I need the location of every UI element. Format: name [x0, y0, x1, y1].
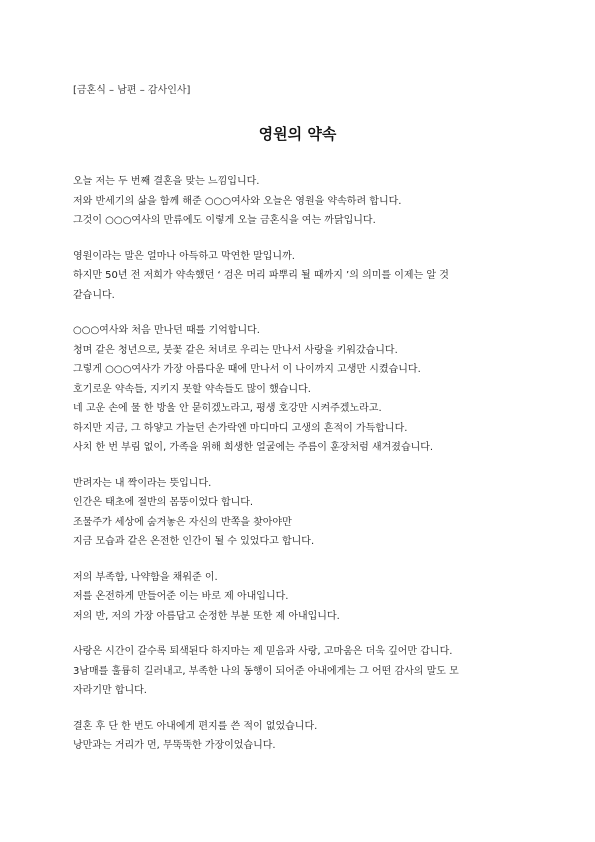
paragraph-line: 3남매를 훌륭히 길러내고, 부족한 나의 동행이 되어준 아내에게는 그 어떤 감사의 말도 모	[73, 665, 459, 677]
paragraph-line: 결혼 후 단 한 번도 아내에게 편지를 쓴 적이 없었습니다.	[73, 720, 318, 732]
paragraph-7	[73, 717, 523, 756]
paragraph-line: 오늘 저는 두 번째 결혼을 맞는 느낌입니다.	[73, 176, 260, 187]
paragraph-line: 자라기만 합니다.	[73, 685, 147, 696]
paragraph-line: 청며 같은 청년으로, 붓꽃 같은 처녀로 우리는 만나서 사랑을 키워갔습니다.	[73, 344, 398, 356]
paragraph-line: 영원이라는 말은 얼마나 아득하고 막연한 말입니까.	[73, 250, 295, 262]
paragraph-line: 저와 반세기의 삶을 함께 해준 ○○○여사와 오늘은 영원을 약속하려 합니다.	[73, 195, 402, 207]
paragraph-line: 네 고운 손에 물 한 방울 안 묻히겠노라고, 평생 호강만 시켜주겠노라고.	[73, 403, 382, 414]
paragraph-line: 호기로운 약속들, 지키지 못할 약속들도 많이 했습니다.	[73, 383, 311, 395]
paragraph-4	[73, 474, 523, 552]
paragraph-6	[73, 642, 523, 701]
paragraph-3	[73, 321, 523, 458]
paragraph-line: 그것이 ○○○여사의 만류에도 이렇게 오늘 금혼식을 여는 까닭입니다.	[73, 215, 376, 226]
paragraph-line: 반려자는 내 짝이라는 뜻입니다.	[73, 477, 212, 489]
document-header: [금혼식 – 남편 – 감사인사]	[73, 85, 191, 96]
paragraph-line: 같습니다.	[73, 289, 115, 301]
paragraph-2	[73, 247, 523, 306]
paragraph-line: 저의 반, 저의 가장 아름답고 순정한 부분 또한 제 아내입니다.	[73, 610, 340, 622]
paragraph-line: 사랑은 시간이 갈수록 퇴색된다 하지마는 제 믿음과 사랑, 고마움은 더욱 깊어만 갑니다.	[73, 646, 453, 657]
paragraph-line: 그렇게 ○○○여사가 가장 아름다운 때에 만나서 이 나이까지 고생만 시켰습니다.	[73, 364, 421, 375]
paragraph-line: 낭만과는 거리가 먼, 무뚝뚝한 가장이었습니다.	[73, 740, 276, 751]
paragraph-line: 저를 온전하게 만들어준 이는 바로 제 아내입니다.	[73, 591, 289, 602]
paragraph-5	[73, 568, 523, 627]
paragraph-line: ○○○여사와 처음 만나던 때를 기억합니다.	[73, 325, 260, 336]
paragraph-line: 하지만 50년 전 저희가 약속했던 ‘ 검은 머리 파뿌리 될 때까지 ’의 의미를 이제는 알 것	[73, 270, 449, 281]
paragraph-line: 조물주가 세상에 숨겨놓은 자신의 반쪽을 찾아야만	[73, 516, 292, 528]
paragraph-line: 하지만 지금, 그 하얗고 가늘던 손가락엔 마디마디 고생의 흔적이 가득합니다.	[73, 422, 408, 434]
paragraph-line: 사치 한 번 부림 없이, 가족을 위해 희생한 얼굴에는 주름이 훈장처럼 새겨졌습니다.	[73, 442, 434, 453]
paragraph-line: 저의 부족함, 나약함을 채워준 이.	[73, 571, 218, 583]
paragraph-line: 인간은 태초에 절반의 몸뚱이었다 합니다.	[73, 497, 254, 508]
document-title: 영원의 약속	[258, 125, 337, 143]
paragraph-line: 지금 모습과 같은 온전한 인간이 될 수 있었다고 합니다.	[73, 536, 315, 547]
document-body	[73, 172, 523, 772]
paragraph-1	[73, 172, 523, 231]
